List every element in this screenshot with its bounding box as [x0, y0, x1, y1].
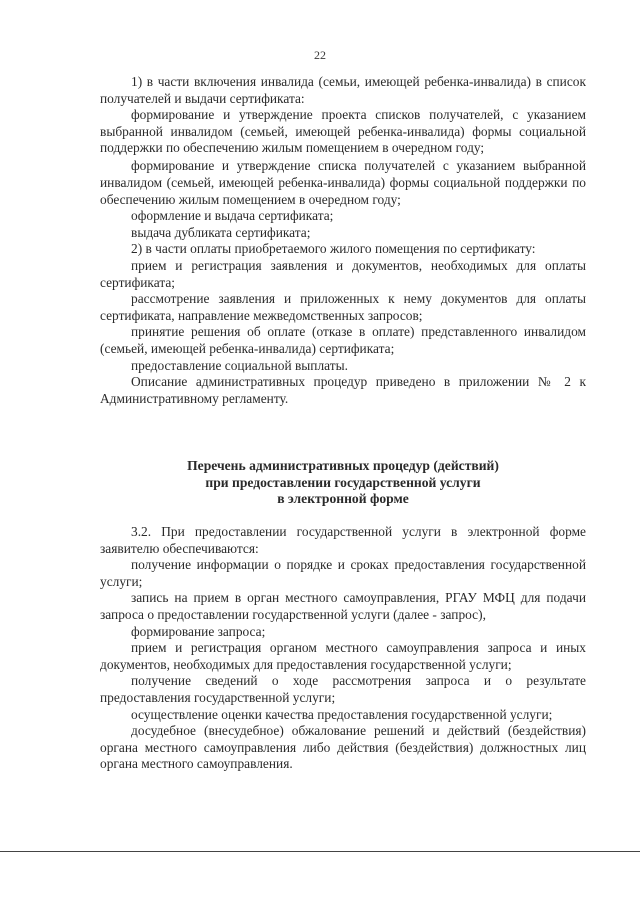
- paragraph: получение информации о порядке и сроках предоставления государственной услуги;: [100, 557, 586, 589]
- paragraph: предоставление социальной выплаты.: [131, 357, 348, 373]
- paragraph: 2) в части оплаты приобретаемого жилого помещения по сертификату:: [131, 241, 536, 257]
- paragraph: осуществление оценки качества предоставления государственной услуги;: [131, 706, 553, 722]
- paragraph: оформление и выдача сертификата;: [131, 208, 334, 224]
- section-procedures-list: [100, 74, 586, 407]
- paragraph: формирование и утверждение проекта списков получателей, с указанием выбранной инвалидом (семьей, имеющей ребенка-инвалида) формы социальной поддержки по обеспечению жилым помещением в очередном году;: [100, 107, 586, 156]
- scan-edge-line: [0, 851, 640, 852]
- heading-line: в электронной форме: [277, 491, 409, 507]
- paragraph: 1) в части включения инвалида (семьи, имеющей ребенка-инвалида) в список получателей и выдачи сертификата:: [100, 74, 586, 106]
- paragraph: формирование запроса;: [131, 623, 266, 639]
- heading-line: при предоставлении государственной услуги: [205, 474, 481, 490]
- paragraph: принятие решения об оплате (отказе в оплате) представленного инвалидом (семьей, имеющей ребенка-инвалида) сертификата;: [100, 324, 586, 356]
- section-heading: [100, 458, 586, 508]
- paragraph: рассмотрение заявления и приложенных к нему документов для оплаты сертификата, направление межведомственных запросов;: [100, 291, 586, 323]
- paragraph: запись на прием в орган местного самоуправления, РГАУ МФЦ для подачи запроса о предоставлении государственной услуги (далее - запрос),: [100, 590, 586, 622]
- section-electronic-form: [100, 524, 586, 773]
- paragraph: прием и регистрация заявления и документов, необходимых для оплаты сертификата;: [100, 258, 586, 290]
- heading-line: Перечень административных процедур (действий): [187, 458, 499, 473]
- paragraph: Описание административных процедур приведено в приложении № 2 к Административному регламенту.: [100, 374, 586, 406]
- paragraph: прием и регистрация органом местного самоуправления запроса и иных документов, необходимых для предоставления государственной услуги;: [100, 640, 586, 672]
- page-number: 22: [314, 48, 326, 62]
- paragraph: получение сведений о ходе рассмотрения запроса и о результате предоставления государственной услуги;: [100, 673, 586, 705]
- paragraph: формирование и утверждение списка получателей с указанием выбранной инвалидом (семьей, имеющей ребенка-инвалида) формы социальной поддержки по обеспечению жилым помещением в очередном году;: [100, 158, 586, 207]
- paragraph: выдача дубликата сертификата;: [131, 224, 311, 240]
- paragraph: 3.2. При предоставлении государственной услуги в электронной форме заявителю обеспечиваются:: [100, 524, 586, 556]
- paragraph: досудебное (внесудебное) обжалование решений и действий (бездействия) органа местного самоуправления либо действия (бездействия) должностных лиц органа местного самоуправления.: [100, 723, 586, 772]
